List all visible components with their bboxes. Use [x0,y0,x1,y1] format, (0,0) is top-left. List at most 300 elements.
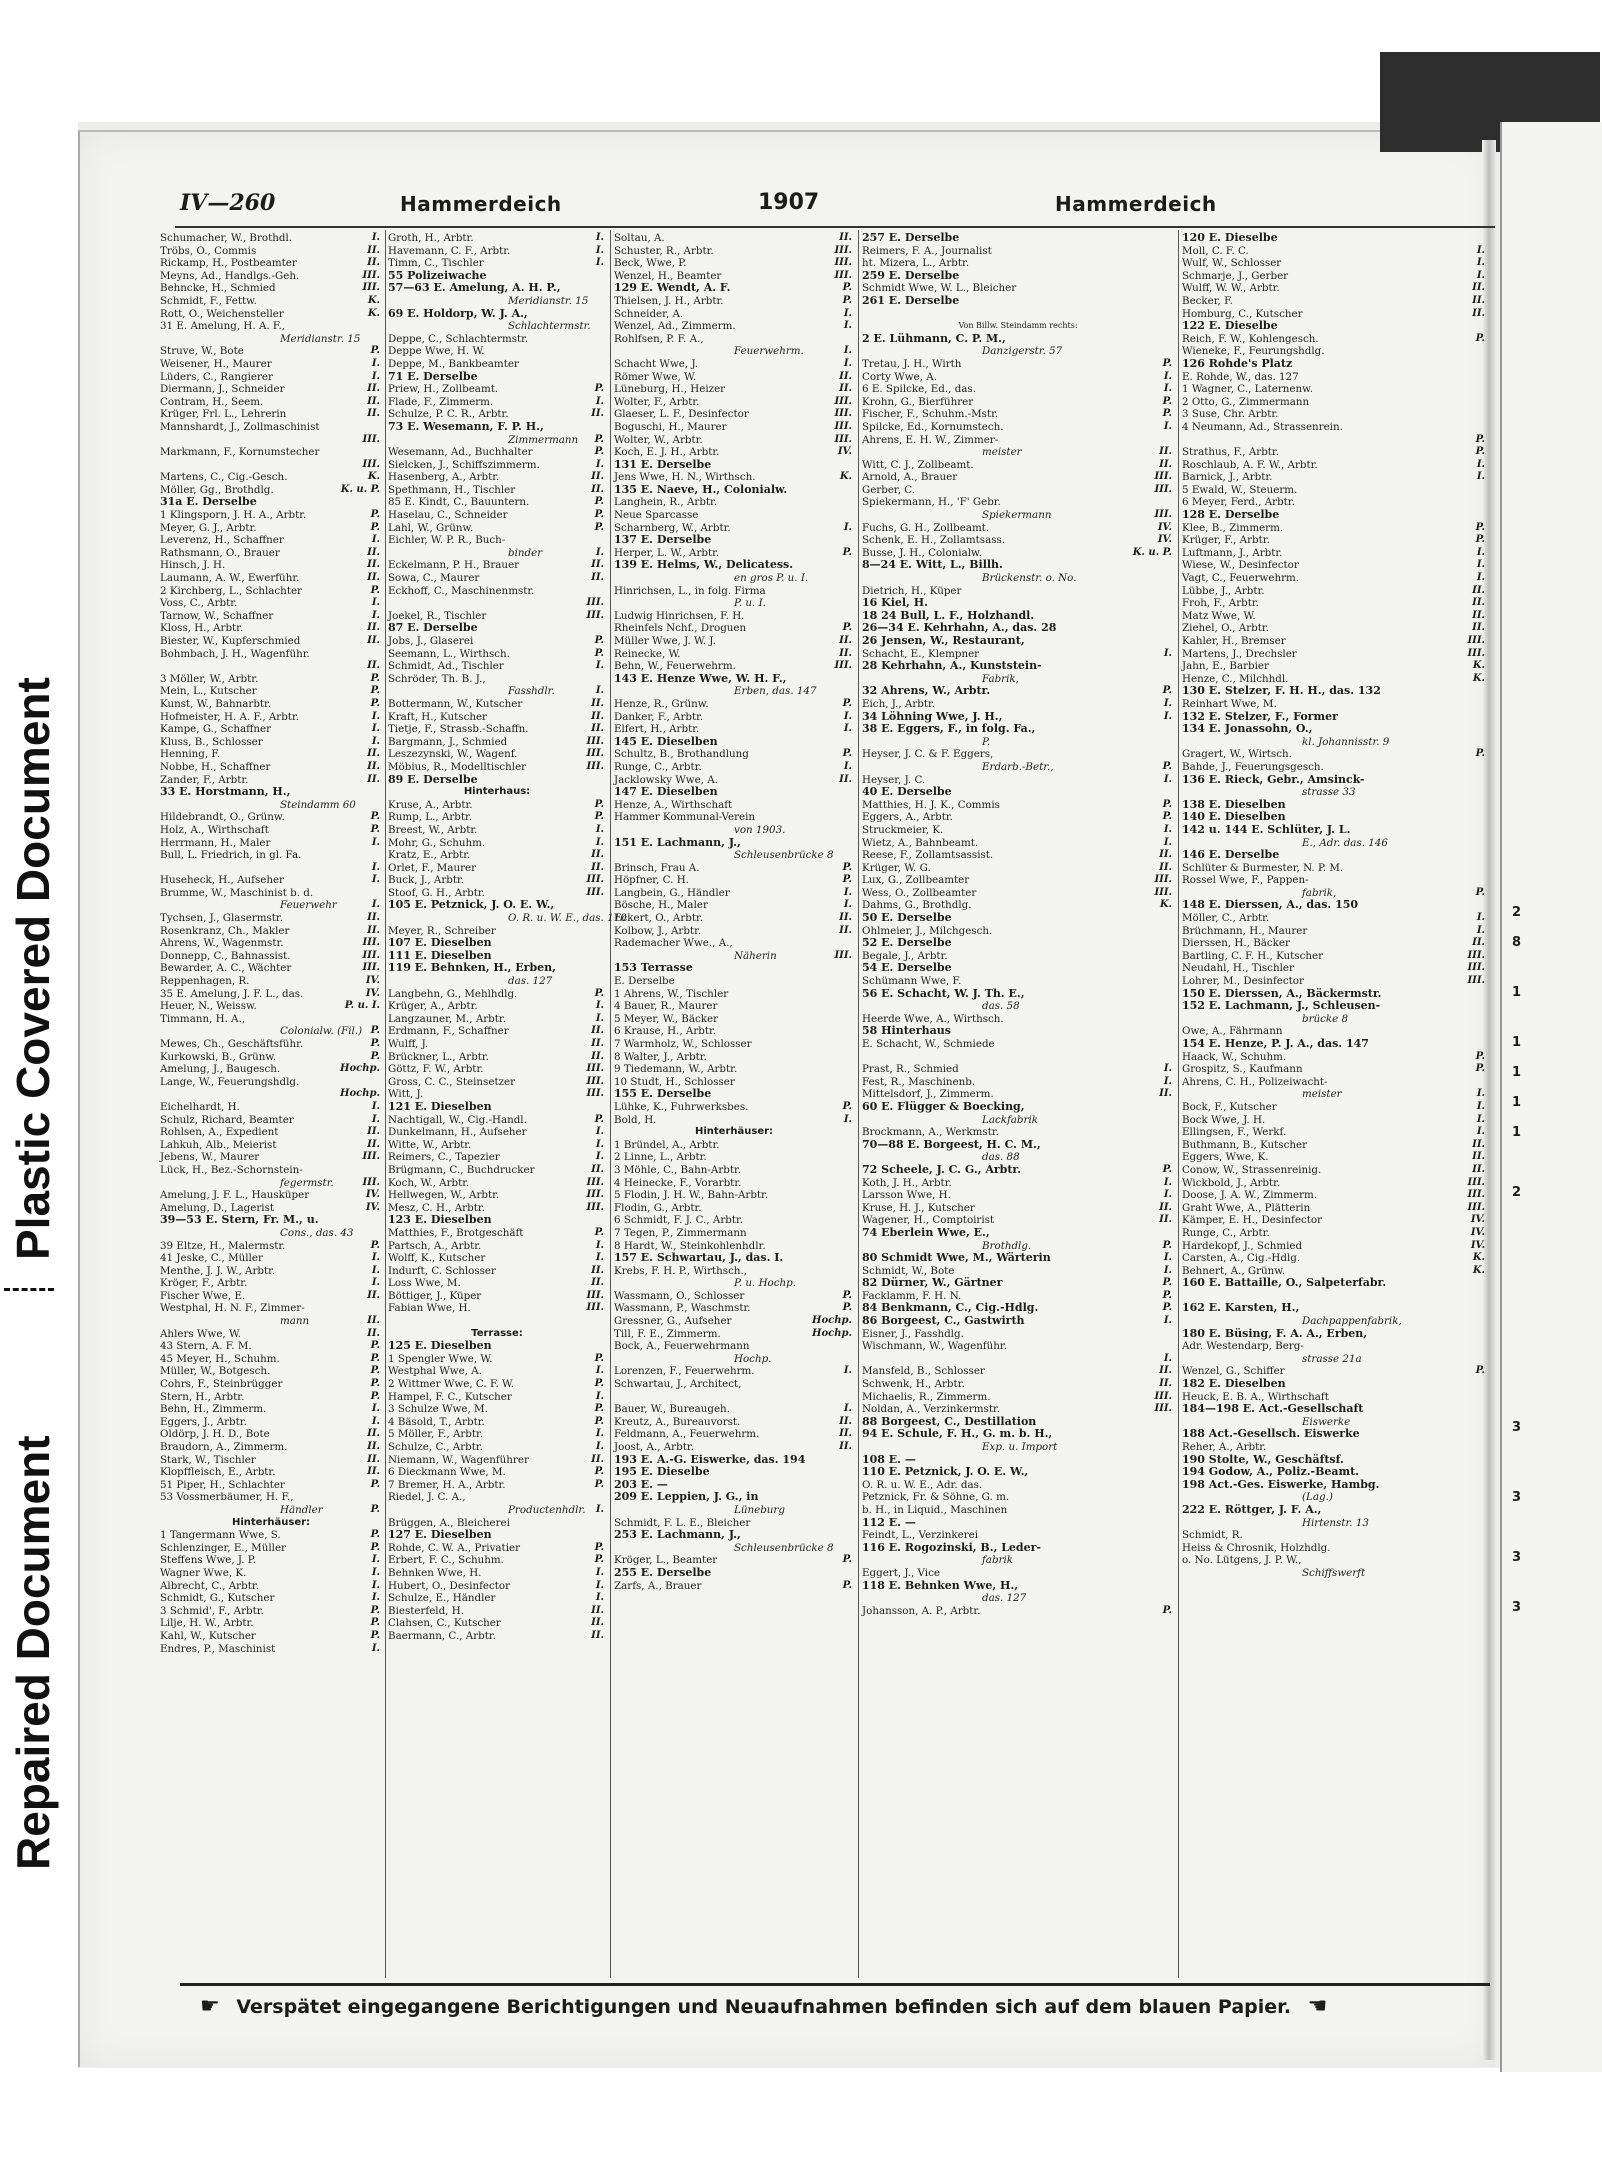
directory-entry [388,484,606,497]
floor-marker: II. [1159,458,1172,470]
column-divider [610,230,611,1978]
floor-marker: II. [839,232,852,243]
floor-marker: I. [371,232,380,243]
directory-entry [388,1038,606,1051]
entry-text: Matthies, H. J. K., Commis [862,798,1000,811]
floor-marker: I. [595,257,604,269]
side-label-separator [4,1288,54,1291]
entry-text: binder [508,546,543,559]
floor-marker: II. [1159,446,1172,458]
floor-marker: I. [1476,1113,1485,1125]
directory-entry [862,308,1174,321]
entry-text: Neue Sparcasse [614,509,699,522]
entry-text: 3 Schmid', F., Arbtr. [160,1604,264,1617]
floor-marker: II. [591,1038,604,1049]
entry-text: 184—198 E. Act.-Gesellschaft [1182,1402,1364,1416]
floor-marker: P. [370,1390,380,1402]
directory-entry [160,1504,382,1517]
floor-marker: P. [370,672,380,684]
directory-entry [862,522,1174,535]
directory-entry [388,1101,606,1114]
entry-text: Ohlmeier, J., Milchgesch. [862,924,993,937]
floor-marker: I. [1476,244,1485,256]
entry-text: 53 Vossmerbäumer, H. F., [160,1491,294,1504]
directory-entry [388,673,606,686]
directory-entry [862,396,1174,409]
entry-text: Schmarje, J., Gerber [1182,269,1289,282]
entry-text: Baermann, C., Arbtr. [388,1629,496,1642]
floor-marker: P. [594,635,604,646]
directory-entry [1182,1542,1487,1555]
directory-entry [160,1290,382,1303]
page-header [160,190,1490,220]
directory-entry [614,1164,854,1177]
directory-entry [614,887,854,900]
floor-marker: I. [595,1566,604,1578]
entry-text: Behnken Wwe, H. [388,1566,482,1579]
entry-text: Feindt, L., Verzinkerei [862,1529,979,1542]
entry-text: Jebens, W., Maurer [160,1151,260,1164]
floor-marker: K. u. P. [340,483,380,495]
floor-marker: II. [839,647,852,659]
entry-text: 26 Jensen, W., Restaurant, [862,634,1025,647]
entry-text: Meyns, Ad., Handlgs.-Geh. [160,269,300,282]
entry-text: Eisner, J., Fasshdlg. [862,1327,964,1340]
floor-marker: II. [367,924,380,936]
floor-marker: I. [1476,1126,1485,1138]
entry-text: 26—34 E. Kehrhahn, A., das. 28 [862,621,1057,635]
entry-text: 8 Walter, J., Arbtr. [614,1050,707,1063]
floor-marker: I. [595,458,604,470]
floor-marker: I. [843,760,852,772]
floor-marker: I. [843,521,852,533]
floor-marker: I. [1163,647,1172,659]
floor-marker: P. [842,1100,852,1112]
entry-text: 51 Piper, H., Schlachter [160,1478,285,1491]
directory-entry [614,862,854,875]
directory-entry [862,962,1174,975]
floor-marker: II. [367,622,380,634]
directory-entry [160,912,382,925]
directory-entry [614,245,854,258]
directory-entry [160,824,382,837]
floor-marker: P. [594,496,604,508]
directory-entry [388,1013,606,1026]
directory-entry [614,1567,854,1580]
entry-text: 18 24 Bull, L. F., Holzhandl. [862,608,1035,622]
entry-text: Beck, Wwe, P. [614,257,687,270]
directory-entry [862,1025,1174,1038]
floor-marker: P. [1475,886,1485,898]
directory-entry [388,1076,606,1089]
floor-marker: P. [1475,1063,1485,1075]
entry-text: 7 Warmholz, W., Schlosser [614,1038,752,1050]
directory-entry [160,1542,382,1555]
floor-marker: P. [370,1478,380,1490]
directory-entry [614,1391,854,1404]
floor-marker: III. [834,408,852,420]
directory-entry [614,761,854,774]
directory-entry [160,1605,382,1618]
entry-text: Gross, C. C., Steinsetzer [388,1075,516,1088]
directory-entry [388,1391,606,1404]
floor-marker: II. [591,1617,604,1629]
floor-marker: III. [1154,471,1172,483]
directory-entry [1182,295,1487,308]
directory-entry [388,975,606,988]
entry-text: Luftmann, J., Arbtr. [1182,546,1283,559]
floor-marker: II. [367,1428,380,1440]
floor-marker: I. [1163,823,1172,835]
entry-text: Möbius, R., Modelltischler [388,760,527,773]
floor-marker: I. [371,1252,380,1264]
entry-text: Kruse, H. J., Kutscher [862,1201,975,1214]
entry-text: Schwenk, H., Arbtr. [862,1378,965,1391]
entry-text: Gragert, W., Wirtsch. [1182,748,1292,761]
floor-marker: I. [595,1579,604,1591]
floor-marker: III. [834,420,852,432]
floor-marker: P. [594,798,604,810]
directory-entry [1182,1076,1487,1089]
directory-entry [160,408,382,421]
directory-entry [1182,547,1487,560]
entry-text: 129 E. Wendt, A. F. [614,281,731,295]
entry-text: Begale, J., Arbtr. [862,949,948,962]
directory-entry [388,1365,606,1378]
entry-text: 94 E. Schule, F. H., G. m. b. H., [862,1427,1053,1441]
entry-text: Koch, W., Arbtr. [388,1176,470,1189]
directory-entry [1182,1151,1487,1164]
entry-text: Lüders, C., Rangierer [160,370,273,383]
directory-entry [160,799,382,812]
entry-text: 261 E. Derselbe [862,293,960,307]
directory-entry [862,1038,1174,1051]
directory-entry [614,295,854,308]
entry-text: Möller, C., Arbtr. [1182,912,1270,925]
directory-entry [1182,761,1487,774]
floor-marker: II. [839,370,852,382]
floor-marker: I. [371,1592,380,1604]
directory-entry [862,685,1174,698]
directory-entry [160,1277,382,1290]
entry-text: Nachtigall, W., Cig.-Handl. [388,1113,527,1126]
entry-text: Adr. Westendarp, Berg- [1182,1340,1304,1353]
floor-marker: II. [367,760,380,772]
directory-entry [1182,786,1487,799]
entry-text: Rohlsen, A., Expedient [160,1126,279,1139]
facing-page-fragment: 1 [1512,1065,1522,1080]
entry-text: 134 E. Jonassohn, O., [1182,722,1313,736]
entry-text: Rohde, C. W. A., Privatier [388,1541,521,1554]
entry-text: Loss Wwe, M. [388,1277,461,1290]
directory-entry [1182,1214,1487,1227]
directory-entry [1182,471,1487,484]
floor-marker: P. [1475,433,1485,445]
entry-text: Indurft, C. Schlosser [388,1264,496,1277]
directory-entry [160,1554,382,1567]
entry-text: Neudahl, H., Tischler [1182,962,1294,975]
floor-marker: P. [842,294,852,306]
entry-text: Meyer, G. J., Arbtr. [160,521,257,534]
entry-text: 140 E. Dieselben [1182,810,1286,824]
floor-marker: III. [834,433,852,445]
directory-entry [160,988,382,1001]
entry-text: Rump, L., Arbtr. [388,811,473,824]
repaired-document-label: Repaired Document [7,1435,59,1870]
floor-marker: II. [1472,1163,1485,1175]
entry-text: Feuerwehrm. [734,345,804,358]
entry-text: Bock, F., Kutscher [1182,1100,1277,1113]
entry-text: Brüggen, A., Bleicherei [388,1516,510,1529]
entry-text: Eichler, W. P. R., Buch- [388,534,506,547]
column-divider [858,230,859,1978]
directory-entry [388,786,606,799]
directory-entry [614,1441,854,1454]
directory-entry [160,748,382,761]
floor-marker: P. [370,1541,380,1553]
directory-entry [388,837,606,850]
entry-text: Behn, W., Feuerwehrm. [614,660,736,673]
entry-text: Wolter, F., Arbtr. [614,395,700,408]
entry-text: Brüchmann, H., Maurer [1182,924,1308,937]
entry-text: Meyer, R., Schreiber [388,924,496,937]
entry-text: Ahrens, W., Wagenmstr. [160,937,284,950]
directory-entry [388,1441,606,1454]
directory-entry [388,1315,606,1328]
entry-text: Schacht, E., Klempner [862,647,980,660]
entry-text: Kreutz, A., Bureauvorst. [614,1415,741,1428]
entry-text: Lühke, K., Fuhrwerksbes. [614,1100,749,1113]
entry-text: 123 E. Dieselben [388,1213,492,1227]
directory-entry [1182,522,1487,535]
directory-entry [1182,1126,1487,1139]
directory-entry [862,295,1174,308]
floor-marker: II. [591,1629,604,1641]
directory-entry [862,723,1174,736]
footer-rule [180,1983,1490,1986]
directory-entry [160,496,382,509]
entry-text: Jens Wwe, H. N., Wirthsch. [614,471,756,484]
directory-entry [160,1151,382,1164]
entry-text: Hasenberg, A., Arbtr. [388,471,500,484]
floor-marker: I. [595,1000,604,1012]
directory-entry [160,648,382,661]
directory-entry [862,1403,1174,1416]
floor-marker: I. [595,232,604,243]
entry-text: Sowa, C., Maurer [388,572,480,585]
entry-text: 257 E. Derselbe [862,231,960,244]
entry-text: Productenhdlr. [508,1503,586,1516]
floor-marker: II. [367,1327,380,1339]
entry-text: Behncke, H., Schmied [160,282,276,295]
directory-entry [1182,1328,1487,1341]
directory-entry [388,320,606,333]
directory-entry [614,232,854,245]
entry-text: Klee, B., Zimmerm. [1182,521,1284,534]
directory-entry [160,333,382,346]
directory-entry [1182,1554,1487,1567]
directory-entry [862,446,1174,459]
floor-marker: III. [586,1088,604,1100]
floor-marker: II. [1472,584,1485,596]
floor-marker: P. [842,748,852,760]
floor-marker: P. [370,1617,380,1629]
entry-text: 5 Meyer, W., Bäcker [614,1012,719,1025]
entry-text: Kröger, L., Beamter [614,1554,718,1567]
floor-marker: II. [591,723,604,735]
entry-text: Dietrich, H., Küper [862,584,962,597]
directory-entry [614,459,854,472]
directory-entry [1182,1428,1487,1441]
entry-text: Larsson Wwe, H. [862,1189,951,1202]
directory-entry [388,1617,606,1630]
entry-text: 5 Möller, F., Arbtr. [388,1428,484,1441]
floor-marker: II. [839,773,852,785]
directory-entry [1182,333,1487,346]
directory-entry [862,270,1174,283]
entry-text: Bottermann, W., Kutscher [388,697,523,710]
entry-text: Bock, A., Feuerwehrmann [614,1340,750,1353]
entry-text: Hinterhäuser: [694,1126,774,1138]
entry-text: 193 E. A.-G. Eiswerke, das. 194 [614,1452,806,1466]
entry-text: strasse 33 [1302,786,1356,799]
entry-text: 125 E. Dieselben [388,1339,492,1353]
directory-entry [614,988,854,1001]
floor-marker: III. [586,735,604,747]
entry-text: 131 E. Derselbe [614,457,712,471]
floor-marker: I. [371,1554,380,1566]
entry-text: Kolbow, J., Arbtr. [614,924,702,937]
directory-entry [160,1051,382,1064]
directory-entry [160,1315,382,1328]
floor-marker: I. [1163,773,1172,785]
directory-entry [862,1428,1174,1441]
entry-text: Amelung, J. F. L., Hausküper [160,1189,310,1202]
directory-entry [1182,849,1487,862]
floor-marker: II. [367,546,380,558]
directory-entry [388,635,606,648]
floor-marker: III. [586,748,604,760]
floor-marker: IV. [1157,521,1172,533]
entry-text: Endres, P., Maschinist [160,1642,276,1655]
floor-marker: P. [842,1289,852,1301]
floor-marker: III. [362,937,380,949]
directory-entry [388,1290,606,1303]
entry-text: Lorenzen, F., Feuerwehrm. [614,1365,755,1378]
directory-entry [388,988,606,1001]
directory-entry [388,396,606,409]
directory-entry [160,547,382,560]
directory-entry [614,685,854,698]
directory-entry [1182,232,1487,245]
floor-marker: I. [371,1415,380,1427]
entry-text: Lohrer, M., Desinfector [1182,975,1304,988]
directory-entry [862,1378,1174,1391]
directory-entry [160,1592,382,1605]
entry-text: Bösche, H., Maler [614,899,708,912]
entry-text: Hinterhaus: [463,786,531,798]
floor-marker: I. [595,1428,604,1440]
entry-text: Markmann, F., Kornumstecher [160,446,320,459]
entry-text: 4 Neumann, Ad., Strassenrein. [1182,420,1343,433]
directory-entry [1182,937,1487,950]
floor-marker: P. [1475,748,1485,760]
directory-entry [160,572,382,585]
entry-text: Leszezynski, W., Wagenf. [388,748,518,761]
floor-marker: P. [594,1113,604,1125]
entry-text: en gros P. u. I. [734,572,809,585]
directory-entry [160,1391,382,1404]
entry-text: Hellwegen, W., Arbtr. [388,1189,500,1202]
entry-text: Von Billw. Steindamm rechts: [958,321,1078,331]
entry-text: Becker, F. [1182,294,1233,307]
directory-entry [614,786,854,799]
entry-text: 45 Meyer, H., Schuhm. [160,1352,280,1365]
floor-marker: I. [1163,1315,1172,1327]
entry-text: Ahlers Wwe, W. [160,1327,242,1340]
directory-entry [862,1189,1174,1202]
directory-entry [862,849,1174,862]
entry-text: Hampel, F. C., Kutscher [388,1390,512,1403]
directory-entry [614,320,854,333]
entry-text: Göttz, F. W., Arbtr. [388,1063,484,1076]
entry-text: Schmidt, W., Bote [862,1264,955,1277]
entry-text: Ahrens, C. H., Polizeiwacht- [1182,1075,1328,1088]
entry-text: Petznick, Fr. & Söhne, G. m. [862,1491,1010,1504]
entry-text: Witt, C. J., Zollbeamt. [862,458,974,471]
entry-text: Reher, A., Arbtr. [1182,1441,1267,1453]
directory-entry [160,635,382,648]
directory-entry [862,1365,1174,1378]
directory-entry [614,1328,854,1341]
directory-entry [614,1265,854,1278]
right-street-keyword: Hammerdeich [1055,192,1217,216]
directory-entry [614,912,854,925]
plastic-covered-label: Plastic Covered Document [7,677,59,1260]
entry-text: Corty Wwe, A. [862,370,937,383]
floor-marker: I. [371,1264,380,1276]
floor-marker: I. [595,395,604,407]
directory-entry [388,1025,606,1038]
entry-text: Diermann, J., Schneider [160,383,285,396]
directory-entry [614,925,854,938]
directory-entry [614,1315,854,1328]
directory-entry [614,1365,854,1378]
floor-marker: P. [370,811,380,823]
entry-text: Contram, H., Seem. [160,395,264,408]
floor-marker: III. [834,660,852,672]
floor-marker: IV. [1470,1239,1485,1251]
entry-text: 39 Eltze, H., Malermstr. [160,1239,286,1252]
entry-text: Menthe, J. J. W., Arbtr. [160,1264,276,1277]
entry-text: Witt, J. [388,1088,424,1101]
entry-text: 152 E. Lachmann, J., Schleusen- [1182,999,1381,1013]
directory-entry [388,245,606,258]
entry-text: Kratz, E., Arbtr. [388,849,471,862]
directory-entry [160,1403,382,1416]
directory-entry [862,748,1174,761]
entry-text: Reinecke, W. [614,647,681,660]
entry-text: 3 Suse, Chr. Arbtr. [1182,408,1279,421]
directory-entry [614,308,854,321]
floor-marker: P. [594,521,604,533]
floor-marker: P. [1162,685,1172,697]
directory-entry [388,308,606,321]
entry-text: Joekel, R., Tischler [388,609,487,622]
directory-entry [1182,1088,1487,1101]
directory-entry [160,446,382,459]
directory-entry [388,1240,606,1253]
